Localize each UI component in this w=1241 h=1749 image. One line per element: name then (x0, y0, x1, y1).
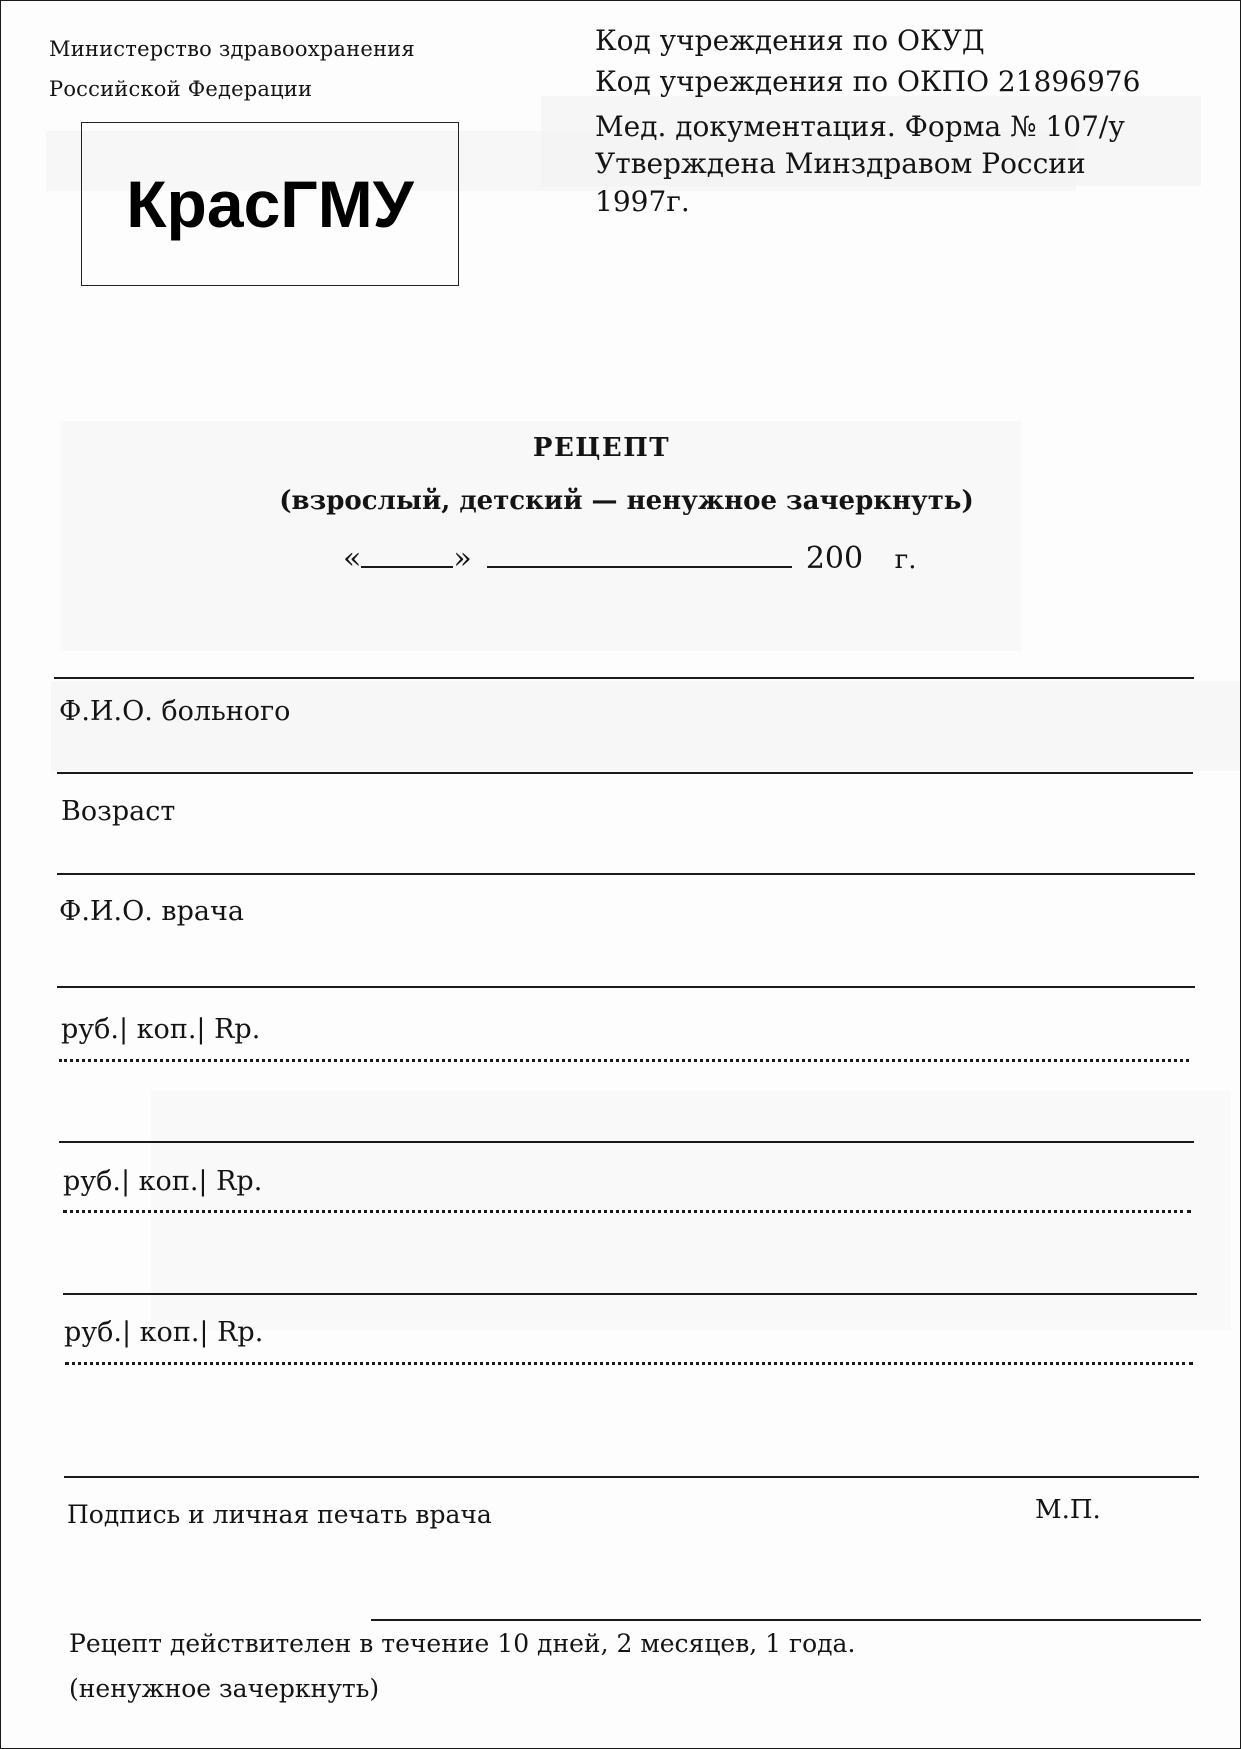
form-rule-top (54, 677, 1194, 679)
code-okud: Код учреждения по ОКУД (595, 24, 985, 57)
stamp-label: М.П. (1035, 1495, 1101, 1525)
age-line[interactable] (57, 873, 1195, 875)
rx-separator-2 (63, 1293, 1197, 1295)
doctor-name-label: Ф.И.О. врача (59, 896, 244, 927)
rx-dotted-line-1[interactable] (59, 1059, 1189, 1062)
date-year: 200 (805, 541, 864, 576)
patient-name-label: Ф.И.О. больного (59, 696, 291, 727)
code-okpo: Код учреждения по ОКПО 21896976 (595, 65, 1141, 98)
date-month-blank[interactable] (487, 544, 792, 568)
signature-label: Подпись и личная печать врача (67, 1500, 492, 1529)
document-title: РЕЦЕПТ (532, 433, 671, 463)
institution-logo-text: КрасГМУ (126, 167, 414, 241)
validity-text: Рецепт действителен в течение 10 дней, 2 месяцев, 1 года. (69, 1629, 856, 1658)
ministry-line-2: Российской Федерации (49, 77, 313, 101)
approval-line: Утверждена Минздравом России (595, 147, 1086, 180)
date-year-suffix: г. (894, 545, 917, 575)
rx-label-3: руб.| коп.| Rp. (64, 1317, 264, 1348)
ministry-line-1: Министерство здравоохранения (49, 37, 415, 61)
form-number: Мед. документация. Форма № 107/у (595, 110, 1125, 143)
rx-label-1: руб.| коп.| Rp. (61, 1014, 261, 1045)
footer-rule (371, 1619, 1201, 1621)
rx-label-2: руб.| коп.| Rp. (63, 1166, 263, 1197)
doctor-name-line[interactable] (57, 986, 1195, 988)
approval-year: 1997г. (595, 185, 690, 218)
patient-name-line[interactable] (57, 772, 1193, 774)
date-quote-close: » (453, 541, 472, 576)
institution-codes-block (595, 21, 1140, 221)
rx-dotted-line-3[interactable] (65, 1362, 1193, 1365)
date-quote-open: « (343, 541, 362, 576)
ministry-block (49, 29, 415, 109)
document-subtitle: (взрослый, детский — ненужное зачеркнуть) (279, 486, 974, 516)
date-day-blank[interactable] (361, 544, 453, 568)
rx-dotted-line-2[interactable] (63, 1210, 1191, 1213)
strike-note: (ненужное зачеркнуть) (69, 1674, 380, 1703)
rx-separator-1 (59, 1141, 1194, 1143)
signature-line[interactable] (64, 1476, 1199, 1478)
age-label: Возраст (61, 796, 176, 827)
institution-logo-box (81, 122, 459, 286)
date-line (343, 541, 917, 576)
